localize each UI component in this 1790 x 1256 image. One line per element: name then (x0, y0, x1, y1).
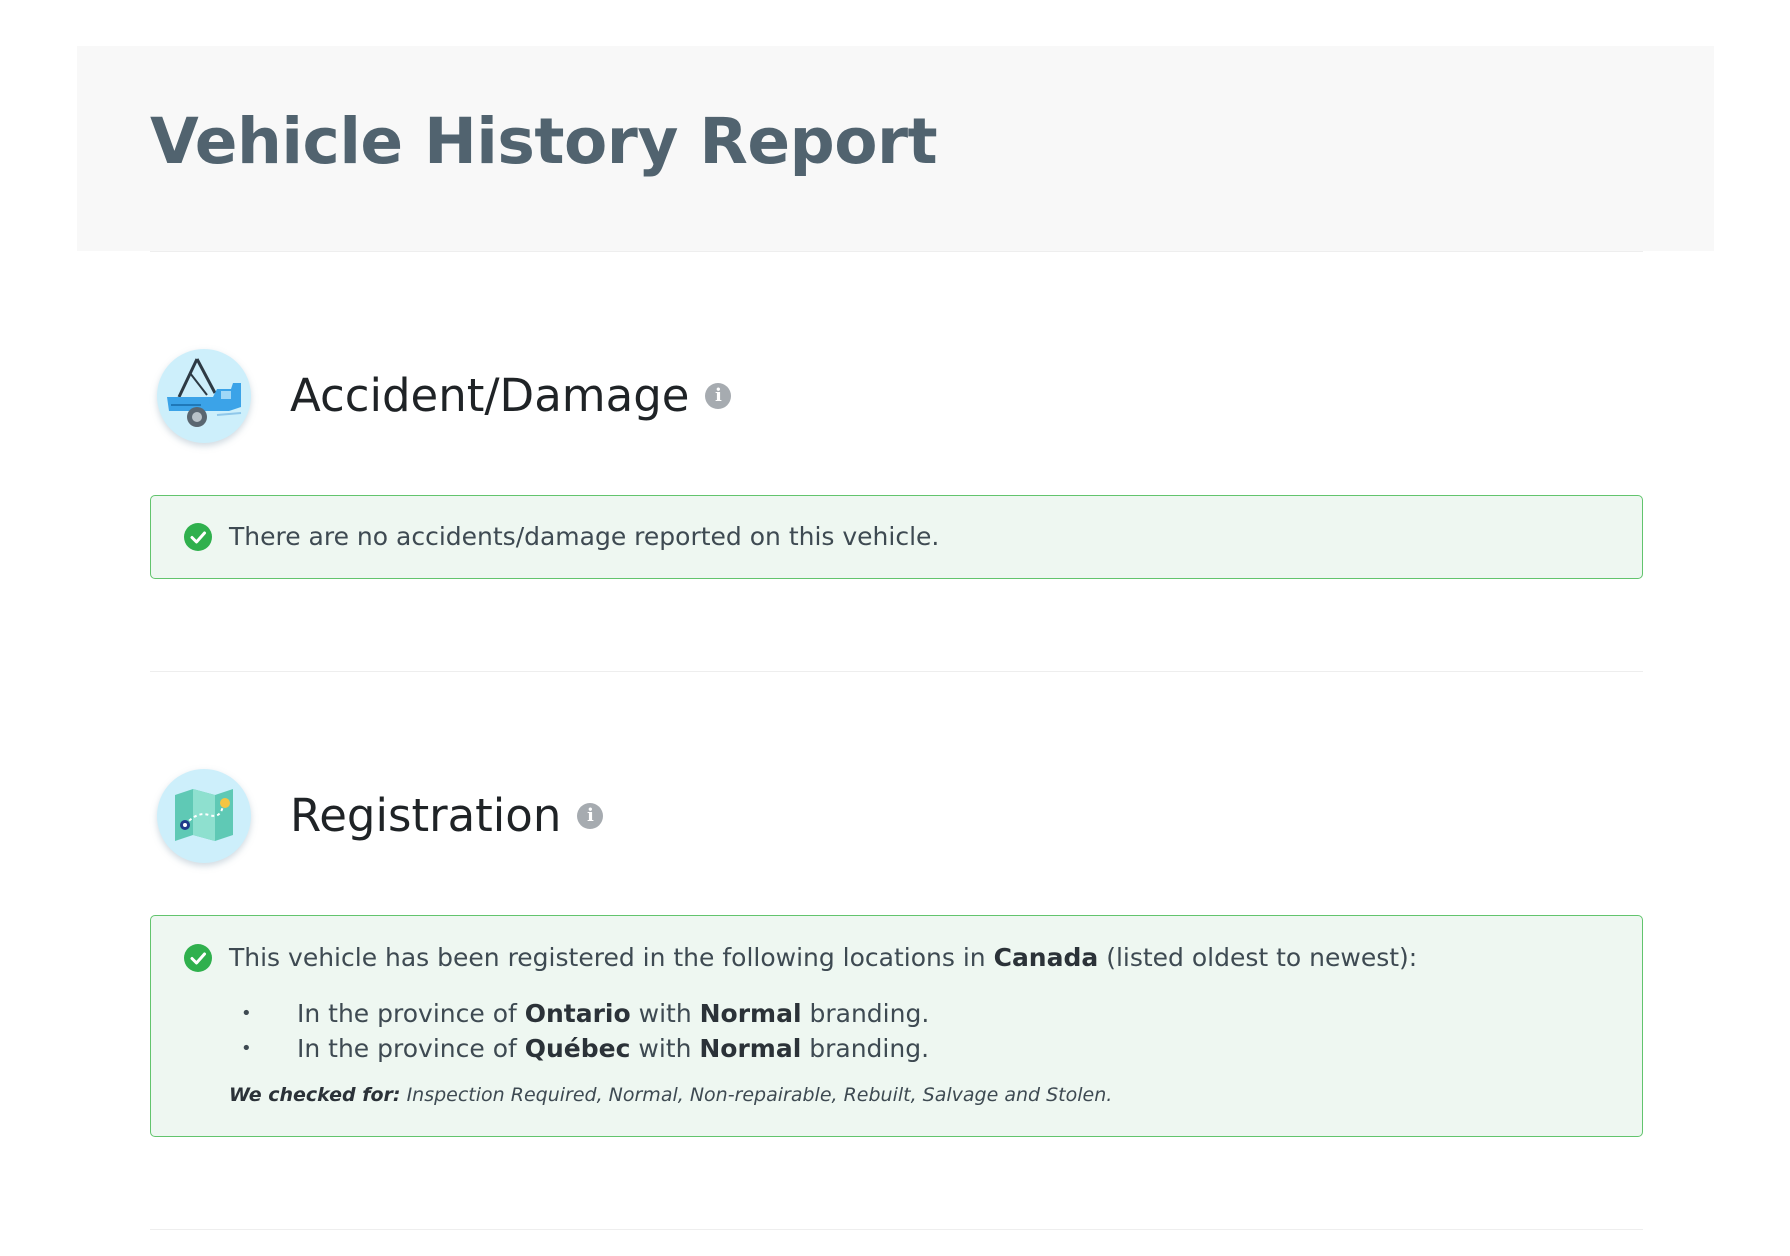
accident-title-text: Accident/Damage (290, 369, 690, 422)
checked-for-note: We checked for: Inspection Required, Normal, Non-repairable, Rebuilt, Salvage and Stolen. (229, 1084, 1113, 1106)
info-icon[interactable]: i (705, 383, 731, 409)
divider (150, 1229, 1643, 1230)
country-name: Canada (993, 943, 1099, 972)
map-icon (157, 769, 251, 863)
list-item: • In the province of Québec with Normal branding. (241, 1034, 930, 1063)
list-item: • In the province of Ontario with Normal branding. (241, 999, 930, 1028)
accident-section-title (290, 369, 731, 422)
registration-section-title (290, 789, 603, 842)
accident-status-text: There are no accidents/damage reported on this vehicle. (229, 522, 940, 551)
location-list (241, 996, 929, 1066)
check-circle-icon (184, 523, 212, 551)
registration-title-text: Registration (290, 789, 562, 842)
registration-status-text: This vehicle has been registered in the following locations in Canada (listed oldest to newest): (229, 943, 1418, 972)
tow-truck-icon (157, 349, 251, 443)
check-circle-icon (184, 944, 212, 972)
accident-status-box (150, 495, 1643, 579)
divider (150, 671, 1643, 672)
info-icon[interactable]: i (577, 803, 603, 829)
registration-status-box (150, 915, 1643, 1137)
divider (150, 251, 1643, 252)
page-title: Vehicle History Report (150, 105, 938, 178)
